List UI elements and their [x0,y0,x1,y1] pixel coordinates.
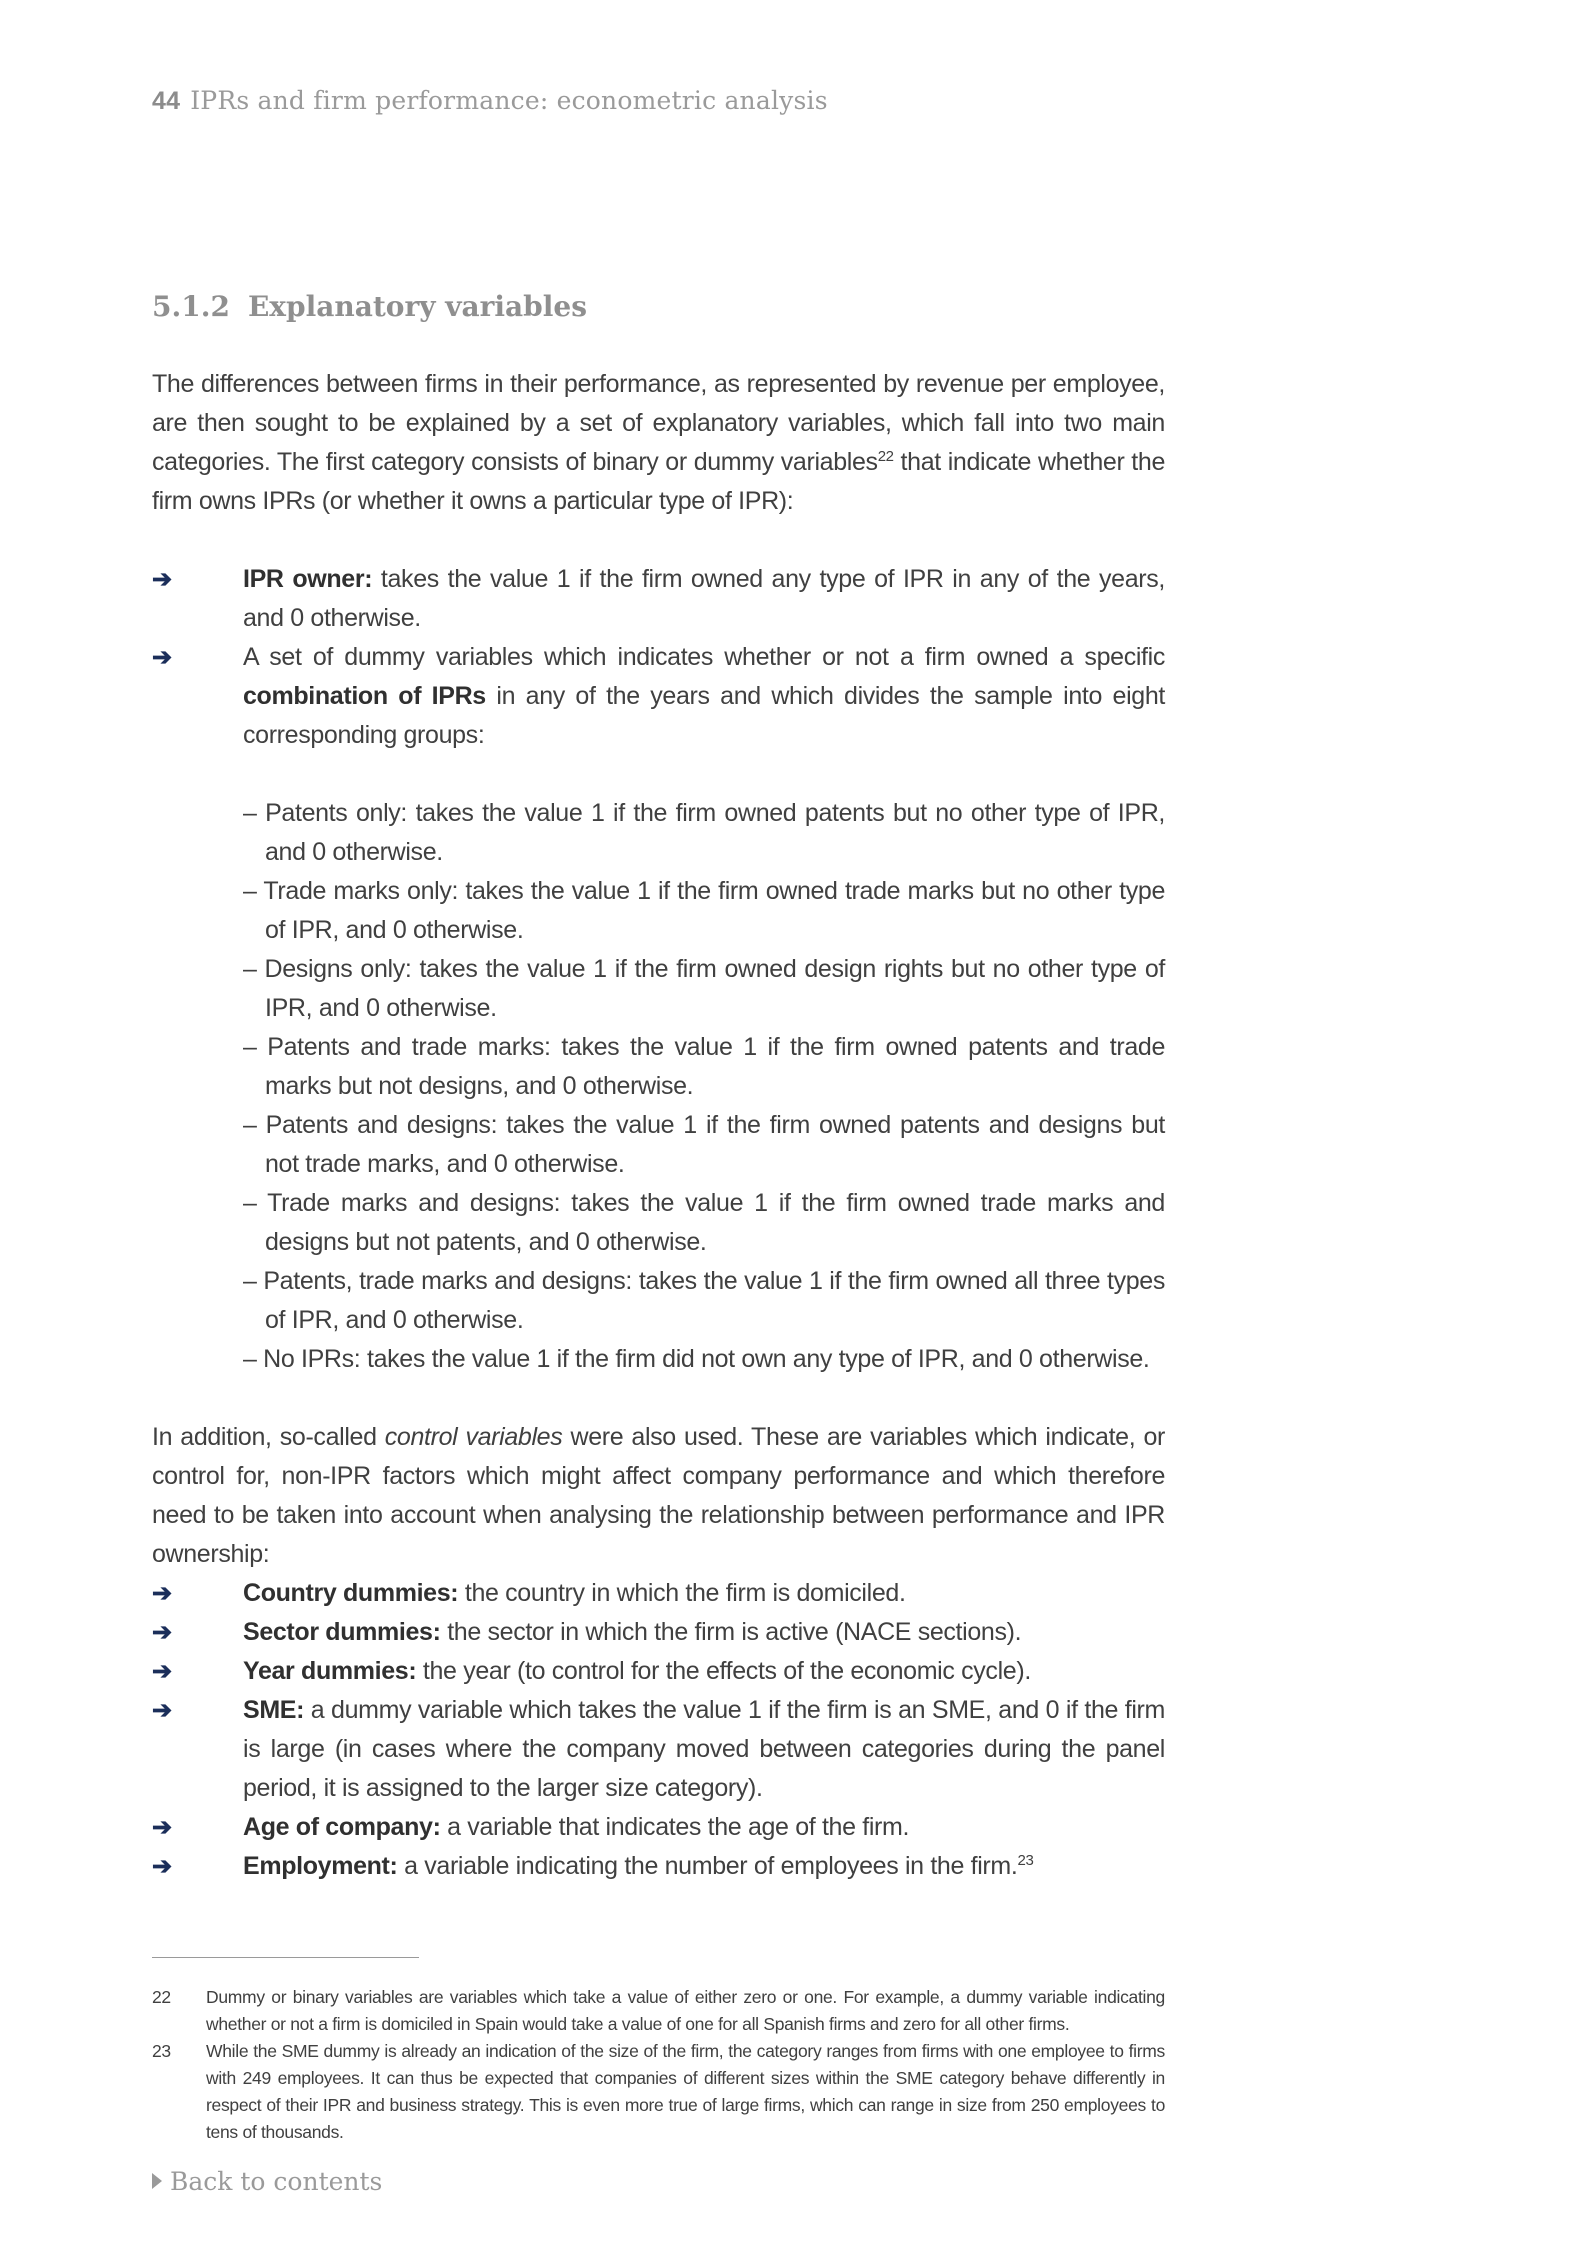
list-item [152,1613,1165,1652]
ipr-bullet-list [152,560,1165,755]
intro-text: The differences between firms in their performance, as represented by revenue per employee, are then sought to be explained by a set of explanatory variables, which fall into two main categories. The first category consists of binary or dummy variables [152,370,1165,476]
arrow-right-icon: ➔ [152,1853,172,1880]
bullet-text: takes the value 1 if the firm owned any type of IPR in any of the years, and 0 otherwise. [243,565,1165,632]
bullet-text: a variable that indicates the age of the firm. [440,1813,910,1841]
list-item [152,1652,1165,1691]
footnote-ref-22[interactable]: 22 [877,448,894,465]
section-number: 5.1.2 [152,290,230,323]
arrow-right-icon: ➔ [152,1697,172,1724]
bullet-term: combination of IPRs [243,682,486,710]
bullet-term: Age of company: [243,1813,441,1841]
bullet-text: the country in which the firm is domiciled. [458,1579,906,1607]
list-item: – Trade marks only: takes the value 1 if the firm owned trade marks but no other type of IPR, and 0 otherwise. [243,877,1165,944]
list-item: – No IPRs: takes the value 1 if the firm did not own any type of IPR, and 0 otherwise. [243,1345,1150,1373]
paragraph-text: were also used. These are variables which indicate, or control for, non-IPR factors which might affect company performance and which therefore need to be taken into account when analysing the relationship between performance and IPR ownership: [152,1423,1165,1568]
section-heading [152,290,587,323]
list-item [152,1808,1165,1847]
back-to-contents-label[interactable]: Back to contents [170,2167,383,2196]
arrow-right-icon: ➔ [152,1658,172,1685]
list-item: – Patents and trade marks: takes the value 1 if the firm owned patents and trade marks but not designs, and 0 otherwise. [243,1033,1165,1100]
triangle-right-icon [152,2173,162,2189]
running-header [152,86,828,116]
list-item: – Designs only: takes the value 1 if the firm owned design rights but no other type of IPR, and 0 otherwise. [243,955,1165,1022]
footnote-text: Dummy or binary variables are variables which take a value of either zero or one. For example, a dummy variable indicating whether or not a firm is domiciled in Spain would take a value of one for all Spanish firms and zero for all other firms. [206,1987,1165,2034]
bullet-term: Year dummies: [243,1657,417,1685]
list-item [152,1691,1165,1808]
bullet-text: in any of the years and which divides the sample into eight corresponding groups: [243,682,1165,749]
control-bullet-list [152,1574,1165,1886]
footnote-ref-23[interactable]: 23 [1017,1852,1034,1869]
ipr-combination-list [243,794,1165,1379]
footnotes [152,1984,1165,2146]
list-item [152,1847,1165,1886]
intro-paragraph [152,365,1165,521]
footnote-number: 23 [152,2041,171,2061]
footnote [152,1984,1165,2038]
arrow-right-icon: ➔ [152,1580,172,1607]
bullet-text: the sector in which the firm is active (NACE sections). [440,1618,1022,1646]
list-item: – Trade marks and designs: takes the value 1 if the firm owned trade marks and designs but not patents, and 0 otherwise. [243,1189,1165,1256]
bullet-term: IPR owner: [243,565,373,593]
bullet-term: Country dummies: [243,1579,459,1607]
list-item: – Patents only: takes the value 1 if the firm owned patents but no other type of IPR, and 0 otherwise. [243,799,1165,866]
list-item [152,1574,1165,1613]
footnote-text: While the SME dummy is already an indication of the size of the firm, the category ranges from firms with one employee to firms with 249 employees. It can thus be expected that companies of different sizes within the SME category behave differently in respect of their IPR and business strategy. This is even more true of large firms, which can range in size from 250 employees to tens of thousands. [206,2041,1165,2142]
list-item [152,638,1165,755]
list-item: – Patents, trade marks and designs: takes the value 1 if the firm owned all three types of IPR, and 0 otherwise. [243,1267,1165,1334]
list-item: – Patents and designs: takes the value 1 if the firm owned patents and designs but not trade marks, and 0 otherwise. [243,1111,1165,1178]
intro-text-end: that indicate whether the firm owns IPRs (or whether it owns a particular type of IPR): [152,448,1166,515]
arrow-right-icon: ➔ [152,644,172,671]
bullet-term: Sector dummies: [243,1618,441,1646]
arrow-right-icon: ➔ [152,1619,172,1646]
footnote-divider [152,1957,419,1958]
control-variables-paragraph [152,1418,1165,1574]
footnote [152,2038,1165,2146]
list-item [152,560,1165,638]
back-to-contents-link[interactable] [152,2167,382,2196]
paragraph-text: In addition, so-called [152,1423,385,1451]
arrow-right-icon: ➔ [152,566,172,593]
bullet-text: the year (to control for the effects of the economic cycle). [416,1657,1031,1685]
bullet-text: a variable indicating the number of employees in the firm. [397,1852,1018,1880]
emphasis-text: control variables [384,1423,563,1451]
bullet-text: A set of dummy variables which indicates whether or not a firm owned a specific [243,643,1165,671]
bullet-term: SME: [243,1696,305,1724]
bullet-text: a dummy variable which takes the value 1 if the firm is an SME, and 0 if the firm is large (in cases where the company moved between categories during the panel period, it is assigned to the larger size category). [243,1696,1165,1802]
running-header-title: IPRs and firm performance: econometric analysis [190,86,828,115]
page-number: 44 [152,87,181,115]
footnote-number: 22 [152,1987,171,2007]
bullet-term: Employment: [243,1852,398,1880]
section-title: Explanatory variables [247,290,587,323]
arrow-right-icon: ➔ [152,1814,172,1841]
